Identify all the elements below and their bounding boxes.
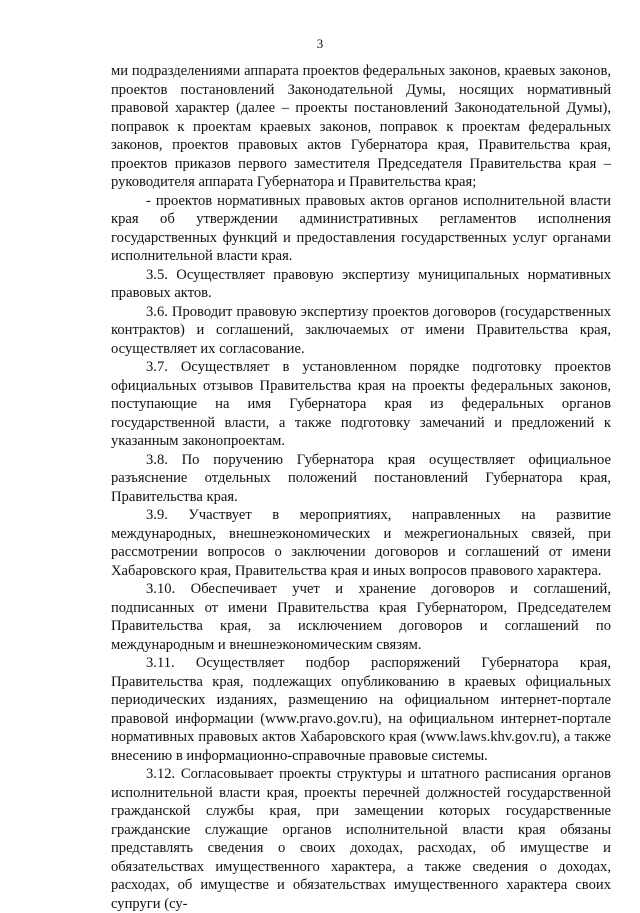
paragraph-3-10: 3.10. Обеспечивает учет и хранение договоров и соглашений, подписанных от имени Правительства края Губернатором, Председателем Правительства края, за исключением договоров и соглашений по международным и внешнеэкономическим связям.: [111, 581, 611, 653]
paragraph-3-9: 3.9. Участвует в мероприятиях, направленных на развитие международных, внешнеэкономических и межрегиональных связей, при рассмотрении вопросов о заключении договоров и соглашений от имени Хабаровского края, Правительства края и иных вопросов правового характера.: [111, 507, 611, 579]
page-number: 3: [316, 36, 324, 51]
paragraph-3-7: 3.7. Осуществляет в установленном порядке подготовку проектов официальных отзывов Правительства края на проекты федеральных законов, поступающие на имя Губернатора края из федеральных органов государственной власти, а также подготовку замечаний и предложений к указанным законопроектам.: [111, 359, 611, 449]
paragraph-3-8: 3.8. По поручению Губернатора края осуществляет официальное разъяснение отдельных положений постановлений Губернатора края, Правительства края.: [111, 451, 611, 505]
document-body: [111, 62, 611, 913]
paragraph-3-11: 3.11. Осуществляет подбор распоряжений Губернатора края, Правительства края, подлежащих опубликованию в краевых официальных периодических изданиях, размещению на официальном интернет-портале правовой информации (www.pravo.gov.ru), на официальном интернет-портале нормативных правовых актов Хабаровского края (www.laws.khv.gov.ru), а также внесению в информационно-справочные правовые системы.: [111, 655, 611, 764]
paragraph-continuation: ми подразделениями аппарата проектов федеральных законов, краевых законов, проектов постановлений Законодательной Думы, носящих нормативный правовой характер (далее – проекты постановлений Законодательной Думы), поправок к проектам краевых законов, поправок к проектам федеральных законов, проектов правовых актов Губернатора края, Правительства края, проектов приказов первого заместителя Председателя Правительства края – руководителя аппарата Губернатора и Правительства края;: [111, 63, 611, 190]
paragraph-3-6: 3.6. Проводит правовую экспертизу проектов договоров (государственных контрактов) и соглашений, заключаемых от имени Правительства края, осуществляет их согласование.: [111, 303, 611, 357]
paragraph-3-12: 3.12. Согласовывает проекты структуры и штатного расписания органов исполнительной власти края, проекты перечней должностей государственной гражданской службы края, при замещении которых государственные гражданские служащие органов исполнительной власти края обязаны представлять сведения о своих доходах, расходах, об имуществе и обязательствах имущественного характера, а также сведения о доходах, расходах, об имуществе и обязательствах имущественного характера своих супруги (су-: [111, 766, 611, 912]
paragraph-list-item: - проектов нормативных правовых актов органов исполнительной власти края об утверждении административных регламентов исполнения государственных функций и предоставления государственных услуг органами исполнительной власти края.: [111, 192, 611, 264]
paragraph-3-5: 3.5. Осуществляет правовую экспертизу муниципальных нормативных правовых актов.: [111, 266, 611, 301]
